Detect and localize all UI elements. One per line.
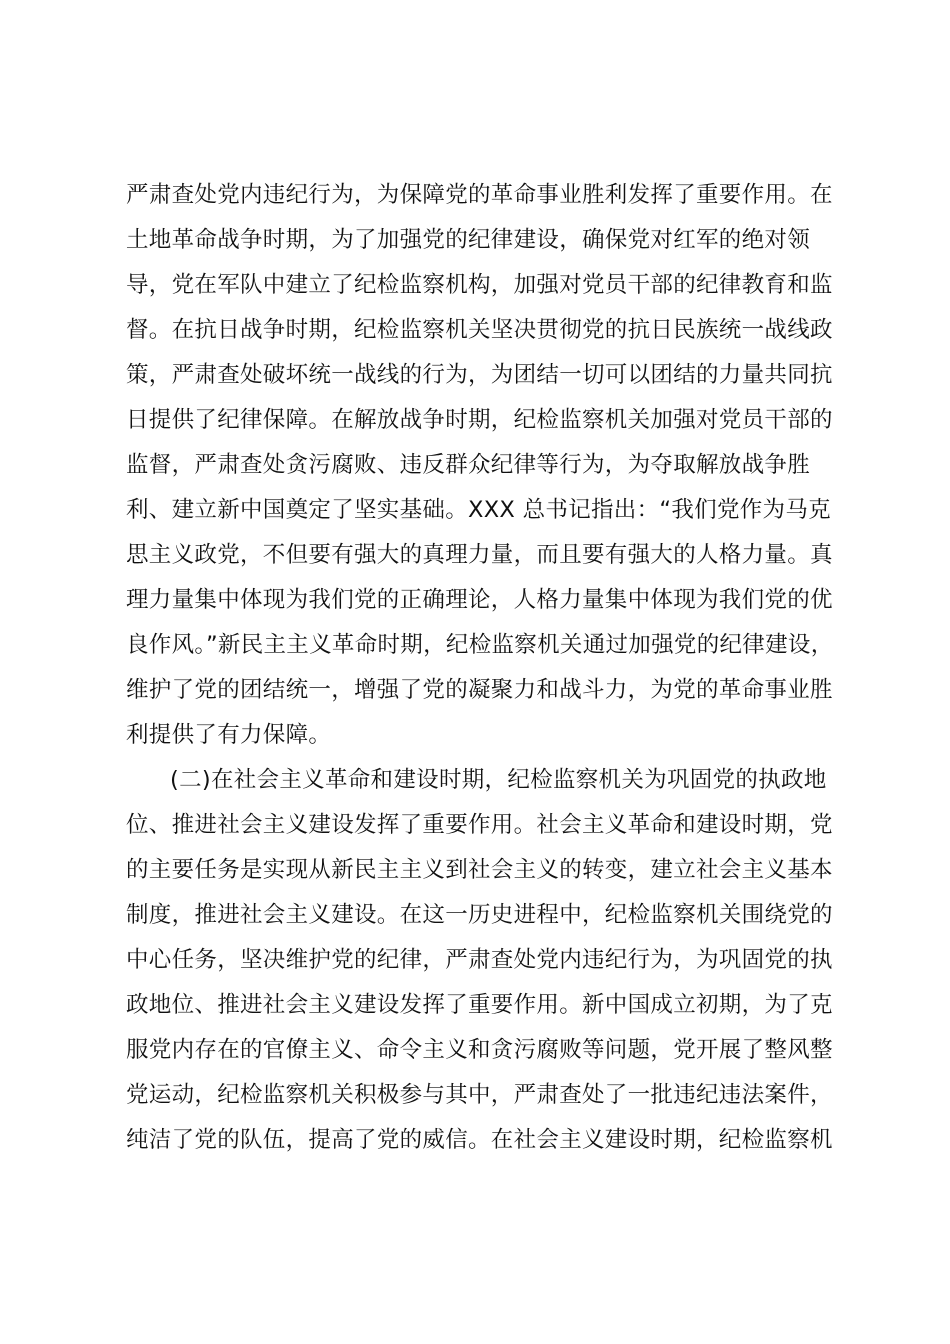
- section-heading-line: (二)在社会主义革命和建设时期，纪检监察机关为巩固党的执政地: [170, 767, 827, 793]
- body-text: [126, 173, 846, 1163]
- text-line: 纯洁了党的队伍，提高了党的威信。在社会主义建设时期，纪检监察机: [126, 1127, 833, 1153]
- text-line: 日提供了纪律保障。在解放战争时期，纪检监察机关加强对党员干部的: [126, 407, 833, 433]
- text-line: 中心任务，坚决维护党的纪律，严肃查处党内违纪行为，为巩固党的执: [126, 947, 833, 973]
- text-line: 利、建立新中国奠定了坚实基础。XXX 总书记指出：“我们党作为马克: [126, 497, 831, 523]
- text-line: 的主要任务是实现从新民主主义到社会主义的转变，建立社会主义基本: [126, 857, 833, 883]
- text-line: 利提供了有力保障。: [126, 722, 332, 748]
- text-line: 理力量集中体现为我们党的正确理论，人格力量集中体现为我们党的优: [126, 587, 833, 613]
- text-line: 监督，严肃查处贪污腐败、违反群众纪律等行为，为夺取解放战争胜: [126, 452, 811, 478]
- text-line: 位、推进社会主义建设发挥了重要作用。社会主义革命和建设时期，党: [126, 812, 833, 838]
- text-line: 制度，推进社会主义建设。在这一历史进程中，纪检监察机关围绕党的: [126, 902, 833, 928]
- text-line: 良作风。”新民主主义革命时期，纪检监察机关通过加强党的纪律建设，: [126, 632, 834, 658]
- text-line: 思主义政党，不但要有强大的真理力量，而且要有强大的人格力量。真: [126, 542, 833, 568]
- text-line: 服党内存在的官僚主义、命令主义和贪污腐败等问题，党开展了整风整: [126, 1037, 833, 1063]
- text-line: 土地革命战争时期，为了加强党的纪律建设，确保党对红军的绝对领: [126, 227, 811, 253]
- text-line: 党运动，纪检监察机关积极参与其中，严肃查处了一批违纪违法案件，: [126, 1082, 833, 1108]
- text-line: 策，严肃查处破坏统一战线的行为，为团结一切可以团结的力量共同抗: [126, 362, 833, 388]
- text-line: 导，党在军队中建立了纪检监察机构，加强对党员干部的纪律教育和监: [126, 272, 833, 298]
- text-line: 政地位、推进社会主义建设发挥了重要作用。新中国成立初期，为了克: [126, 992, 833, 1018]
- text-line: 维护了党的团结统一，增强了党的凝聚力和战斗力，为党的革命事业胜: [126, 677, 833, 703]
- text-line: 严肃查处党内违纪行为，为保障党的革命事业胜利发挥了重要作用。在: [126, 182, 833, 208]
- text-line: 督。在抗日战争时期，纪检监察机关坚决贯彻党的抗日民族统一战线政: [126, 317, 833, 343]
